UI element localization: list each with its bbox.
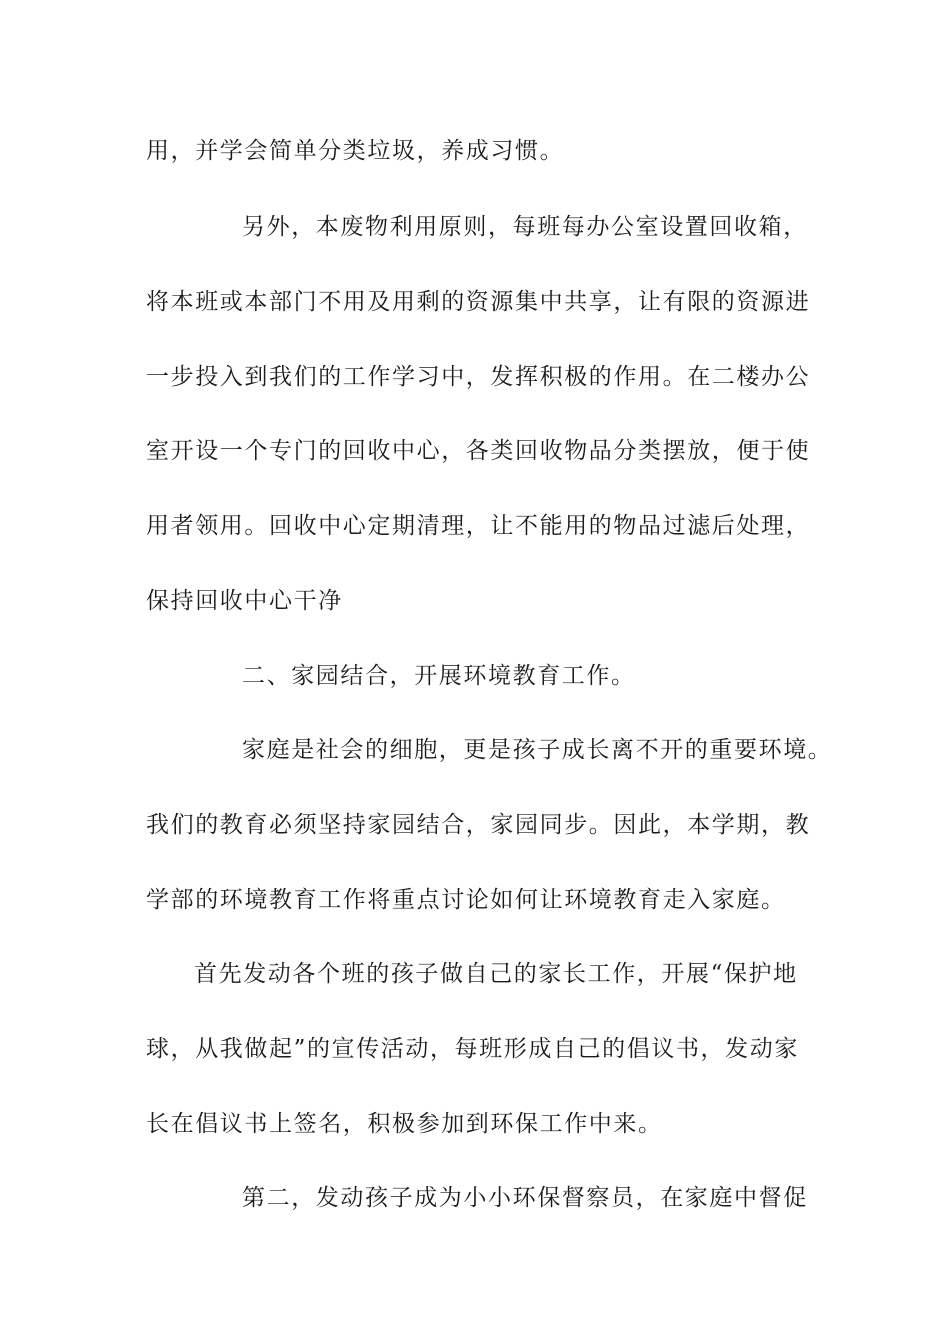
text-line: 室开设一个专门的回收中心，各类回收物品分类摆放，便于使: [146, 438, 811, 464]
text-line: 长在倡议书上签名，积极参加到环保工作中来。: [146, 1111, 663, 1137]
text-line: 将本班或本部门不用及用剩的资源集中共享，让有限的资源进: [146, 289, 811, 315]
paragraph-start: 第二，发动孩子成为小小环保督察员，在家庭中督促: [242, 1185, 808, 1211]
paragraph-start: 首先发动各个班的孩子做自己的家长工作，开展“保护地: [194, 961, 798, 987]
text-line: 用者领用。回收中心定期清理，让不能用的物品过滤后处理，: [146, 513, 811, 539]
text-line: 保持回收中心干净: [146, 588, 343, 614]
text-line: 用，并学会简单分类垃圾，养成习惯。: [146, 138, 565, 164]
section-heading: 二、家园结合，开展环境教育工作。: [242, 663, 636, 689]
text-line: 一步投入到我们的工作学习中，发挥积极的作用。在二楼办公: [146, 364, 811, 390]
text-line: 学部的环境教育工作将重点讨论如何让环境教育走入家庭。: [146, 887, 786, 913]
text-line: 我们的教育必须坚持家园结合，家园同步。因此，本学期，教: [146, 812, 811, 838]
paragraph-start: 另外，本废物利用原则，每班每办公室设置回收箱，: [242, 214, 808, 240]
text-line: 球，从我做起”的宣传活动，每班形成自己的倡议书，发动家: [146, 1036, 799, 1062]
paragraph-start: 家庭是社会的细胞，更是孩子成长离不开的重要环境。: [242, 737, 833, 763]
